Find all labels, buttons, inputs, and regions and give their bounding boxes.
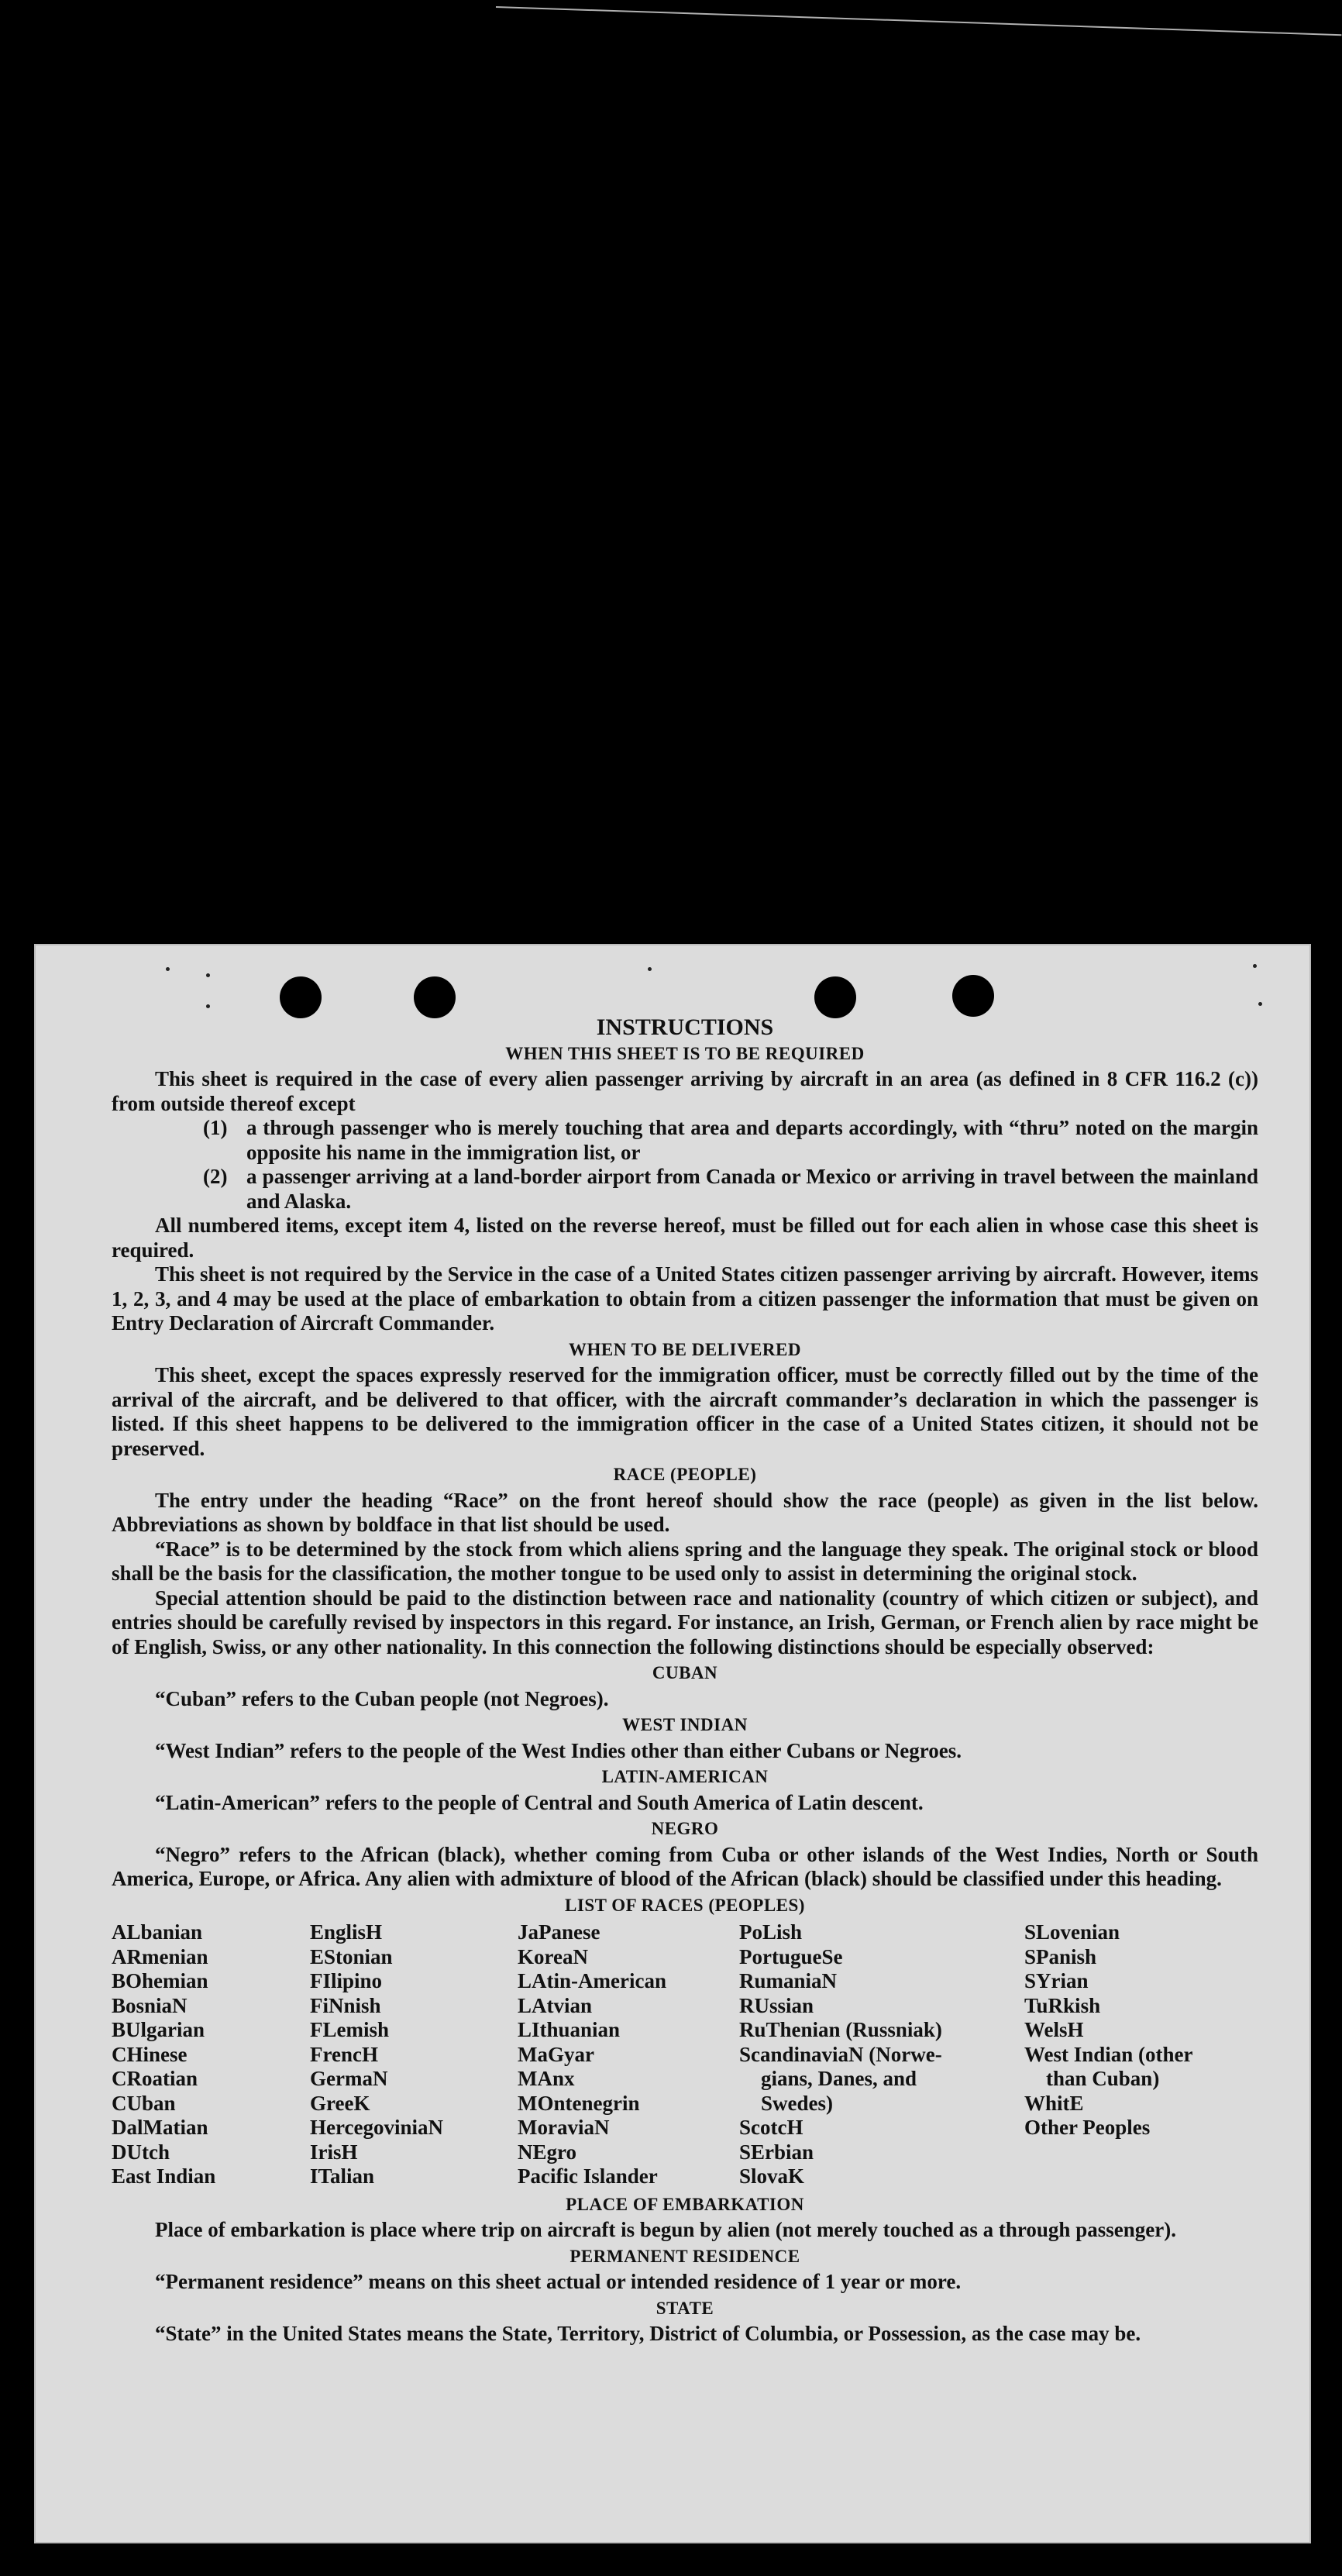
punch-hole — [814, 976, 856, 1018]
races-column — [112, 1920, 310, 2189]
race-entry: ALbanian — [112, 1920, 203, 1944]
list-item-text: a passenger arriving at a land-border airport from Canada or Mexico or arriving in travel between the mainland and Alaska. — [246, 1165, 1258, 1213]
section-heading: WHEN TO BE DELIVERED — [569, 1339, 801, 1359]
race-entry: Pacific Islander — [518, 2164, 658, 2188]
speck — [1253, 964, 1257, 968]
paragraph: “Race” is to be determined by the stock from which aliens spring and the language they speak. The original stock or blood shall be the basis for the classification, the mother tongue to be used only to assist in determining the original stock. — [112, 1537, 1258, 1585]
section-heading: WEST INDIAN — [622, 1715, 748, 1734]
section-heading: CUBAN — [652, 1663, 718, 1682]
race-entry: SPanish — [1024, 1944, 1097, 1968]
paragraph: “West Indian” refers to the people of the West Indies other than either Cubans or Negroes. — [155, 1738, 962, 1762]
race-entry: FIlipino — [310, 1969, 383, 1992]
race-entry: HercegoviniaN — [310, 2116, 443, 2139]
race-entry: MAnx — [518, 2067, 575, 2090]
section-heading: PERMANENT RESIDENCE — [569, 2246, 800, 2266]
race-entry: EStonian — [310, 1944, 393, 1968]
list-item — [203, 1116, 1258, 1165]
list-item-number: (2) — [203, 1165, 228, 1188]
race-entry: RUssian — [739, 1993, 814, 2017]
race-entry: ARmenian — [112, 1944, 208, 1968]
race-entry: MoraviaN — [518, 2116, 610, 2139]
race-entry: DalMatian — [112, 2116, 208, 2139]
paragraph: “Permanent residence” means on this sheet actual or intended residence of 1 year or more. — [155, 2270, 962, 2293]
speck — [206, 973, 210, 977]
paragraph: “Latin-American” refers to the people of Central and South America of Latin descent. — [155, 1790, 924, 1814]
section-heading: LIST OF RACES (PEOPLES) — [565, 1895, 805, 1915]
race-entry: gians, Danes, and — [761, 2067, 917, 2090]
instruction-sheet — [34, 944, 1311, 2543]
section-heading: WHEN THIS SHEET IS TO BE REQUIRED — [505, 1043, 865, 1063]
paragraph: This sheet is required in the case of every alien passenger arriving by aircraft in an area (as defined in 8 CFR 116.2 (c)) from outside thereof except — [112, 1067, 1258, 1115]
race-entry: GermaN — [310, 2067, 388, 2090]
paragraph: This sheet, except the spaces expressly reserved for the immigration officer, must be correctly filled out by the time of the arrival of the aircraft, and be delivered to that officer, with the aircraft commander’s declaration in which the passenger is listed. If this sheet happens to be delivered to the immigration officer in the case of a United States citizen, it should not be preserved. — [112, 1363, 1258, 1460]
race-entry: TuRkish — [1024, 1993, 1101, 2017]
race-entry: WhitE — [1024, 2091, 1084, 2115]
race-entry: WelsH — [1024, 2018, 1084, 2041]
race-entry: JaPanese — [518, 1920, 600, 1944]
race-entry: NEgro — [518, 2140, 577, 2164]
race-entry: CUban — [112, 2091, 176, 2115]
race-entry: LIthuanian — [518, 2018, 621, 2041]
paragraph: “Negro” refers to the African (black), whether coming from Cuba or other islands of the West Indies, North or South America, Europe, or Africa. Any alien with admixture of blood of the African (black) should be classified under this heading. — [112, 1842, 1258, 1890]
speck — [1258, 1002, 1262, 1006]
race-entry: SLovenian — [1024, 1920, 1120, 1944]
list-item-text: a through passenger who is merely touching that area and departs accordingly, with “thru” noted on the margin opposite his name in the immigration list, or — [246, 1116, 1258, 1164]
paragraph: All numbered items, except item 4, listed on the reverse hereof, must be filled out for each alien in whose case this sheet is required. — [112, 1214, 1258, 1262]
section-heading: STATE — [656, 2298, 714, 2318]
speck — [206, 1004, 210, 1008]
race-entry: FrencH — [310, 2042, 378, 2066]
races-column — [1024, 1920, 1257, 2189]
race-entry: PortugueSe — [739, 1944, 843, 1968]
race-entry: CRoatian — [112, 2067, 198, 2090]
race-entry: LAtin-American — [518, 1969, 666, 1992]
race-entry: BUlgarian — [112, 2018, 205, 2041]
race-entry: LAtvian — [518, 1993, 593, 2017]
race-entry: RuThenian (Russniak) — [739, 2018, 942, 2041]
race-entry: FiNnish — [310, 1993, 381, 2017]
races-column — [310, 1920, 518, 2189]
races-column — [518, 1920, 739, 2189]
race-entry: BOhemian — [112, 1969, 208, 1992]
race-entry: MaGyar — [518, 2042, 594, 2066]
race-entry: ITalian — [310, 2164, 375, 2188]
race-entry: ScandinaviaN (Norwe- — [739, 2042, 942, 2066]
punch-hole — [414, 976, 456, 1018]
section-heading: NEGRO — [651, 1819, 719, 1838]
race-entry: PoLish — [739, 1920, 803, 1944]
race-entry: MOntenegrin — [518, 2091, 640, 2115]
race-entry: RumaniaN — [739, 1969, 838, 1992]
section-heading: LATIN-AMERICAN — [601, 1767, 769, 1786]
list-item — [203, 1165, 1258, 1214]
paragraph: “State” in the United States means the State, Territory, District of Columbia, or Possession, as the case may be. — [155, 2322, 1141, 2345]
race-entry: Swedes) — [761, 2091, 833, 2115]
races-list — [112, 1920, 1258, 2189]
race-entry: Other Peoples — [1024, 2116, 1151, 2139]
race-entry: KoreaN — [518, 1944, 588, 1968]
section-heading: RACE (PEOPLE) — [613, 1465, 757, 1484]
punch-hole — [280, 976, 322, 1018]
race-entry: IrisH — [310, 2140, 358, 2164]
race-entry: DUtch — [112, 2140, 170, 2164]
paragraph: The entry under the heading “Race” on the front hereof should show the race (people) as given in the list below. Abbreviations as shown by boldface in that list should be used. — [112, 1488, 1258, 1536]
race-entry: FLemish — [310, 2018, 390, 2041]
race-entry: CHinese — [112, 2042, 188, 2066]
race-entry: ScotcH — [739, 2116, 803, 2139]
list-item-number: (1) — [203, 1116, 228, 1139]
paragraph: Place of embarkation is place where trip on aircraft is begun by alien (not merely touched as a through passenger). — [155, 2218, 1176, 2241]
race-entry: SYrian — [1024, 1969, 1089, 1992]
race-entry: than Cuban) — [1046, 2067, 1160, 2090]
document-title: INSTRUCTIONS — [596, 1014, 774, 1040]
speck — [648, 967, 652, 971]
race-entry: GreeK — [310, 2091, 370, 2115]
punch-hole — [952, 975, 994, 1017]
race-entry: West Indian (other — [1024, 2042, 1193, 2066]
paragraph: Special attention should be paid to the distinction between race and nationality (country of which citizen or subject), and entries should be carefully revised by inspectors in this regard. For instance, an Irish, German, or French alien by race might be of English, Swiss, or any other nationality. In this connection the following distinctions should be especially observed: — [112, 1586, 1258, 1658]
section-heading: PLACE OF EMBARKATION — [566, 2194, 804, 2214]
race-entry: EnglisH — [310, 1920, 383, 1944]
race-entry: SErbian — [739, 2140, 814, 2164]
race-entry: SlovaK — [739, 2164, 805, 2188]
race-entry: East Indian — [112, 2164, 216, 2188]
document-body — [112, 1014, 1258, 2347]
speck — [166, 967, 170, 971]
races-column — [739, 1920, 1024, 2189]
paragraph: This sheet is not required by the Service in the case of a United States citizen passenger arriving by aircraft. However, items 1, 2, 3, and 4 may be used at the place of embarkation to obtain from a citizen passenger the information that must be given on Entry Declaration of Aircraft Commander. — [112, 1262, 1258, 1334]
scan-edge-line — [496, 6, 1341, 36]
paragraph: “Cuban” refers to the Cuban people (not Negroes). — [155, 1686, 609, 1710]
race-entry: BosniaN — [112, 1993, 188, 2017]
